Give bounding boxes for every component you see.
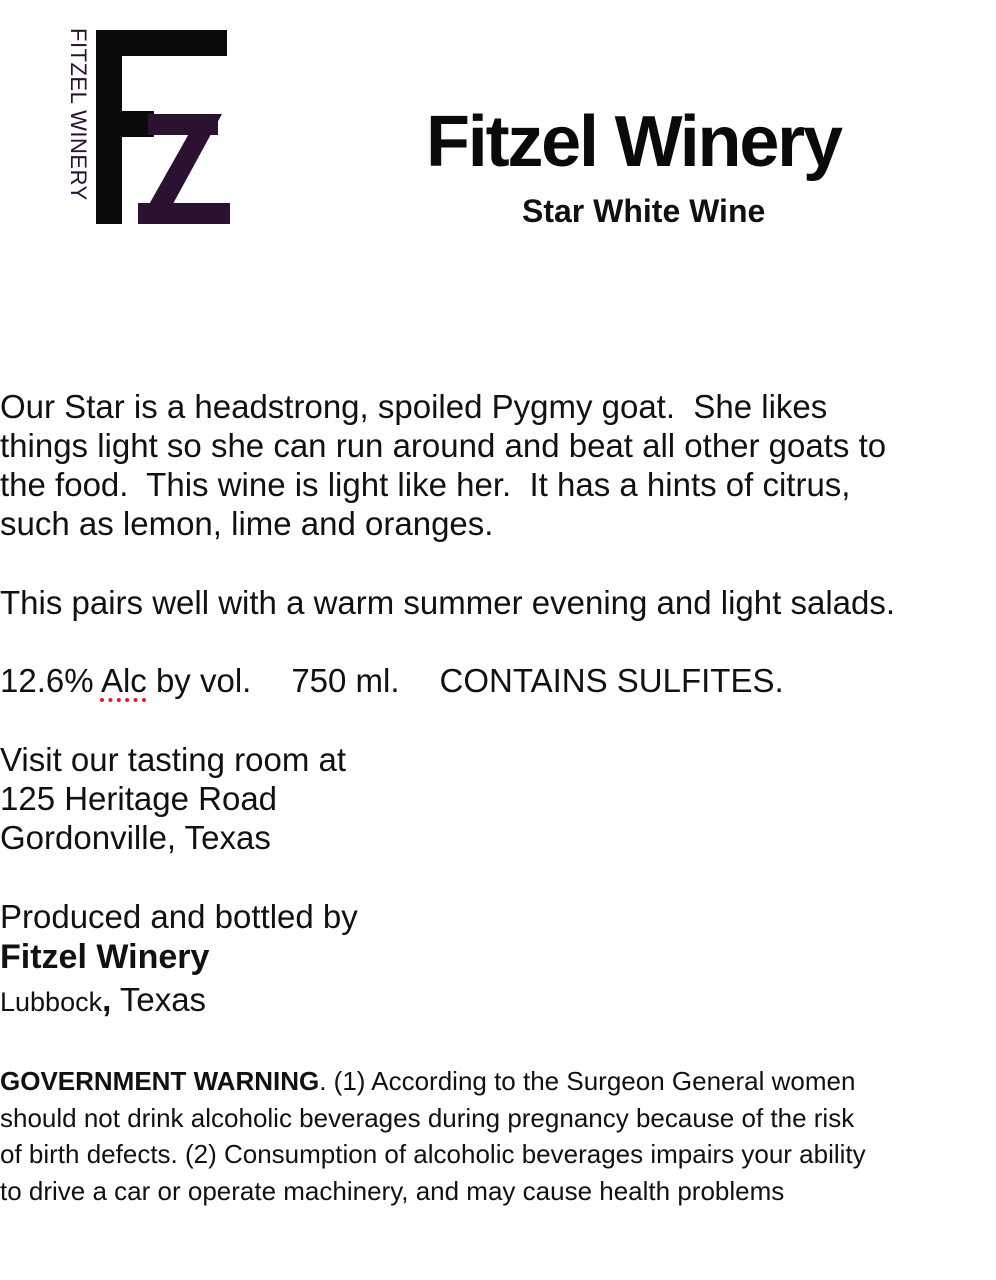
description-line: such as lemon, lime and oranges. (0, 505, 494, 542)
abv-suffix: by vol. (155, 662, 252, 699)
description-line: the food. This wine is light like her. It has a hints of citrus, (0, 466, 851, 503)
pairing-text: This pairs well with a warm summer evening and light salads. (0, 584, 896, 621)
z-bottom-stroke (138, 203, 230, 224)
warning-line: should not drink alcoholic beverages during pregnancy because of the risk (0, 1102, 855, 1133)
description-line: things light so she can run around and beat all other goats to (0, 427, 887, 464)
visit-line: Visit our tasting room at (0, 741, 347, 778)
warning-heading: GOVERNMENT WARNING (0, 1066, 320, 1096)
producer-comma: , (102, 981, 112, 1018)
address-street: 125 Heritage Road (0, 780, 278, 817)
producer-name: Fitzel Winery (0, 938, 210, 976)
government-warning (0, 1063, 996, 1209)
abv-value: 12.6% (0, 662, 94, 699)
f-top-bar (96, 30, 227, 56)
address-city: Gordonville, Texas (0, 819, 271, 856)
warning-line: to drive a car or operate machinery, and may cause health problems (0, 1175, 785, 1206)
brand-title: Fitzel Winery (426, 102, 841, 182)
producer-intro: Produced and bottled by (0, 898, 358, 935)
warning-line: of birth defects. (2) Consumption of alcoholic beverages impairs your ability (0, 1139, 866, 1169)
pairing-note (0, 583, 996, 622)
warning-first-line: . (1) According to the Surgeon General women (319, 1066, 856, 1096)
producer-state: Texas (111, 981, 207, 1018)
sulfites-notice: CONTAINS SULFITES. (439, 662, 784, 699)
wine-facts (0, 661, 996, 700)
winery-logo (60, 28, 232, 228)
wine-description (0, 387, 996, 543)
producer-city: Lubbock (0, 987, 103, 1017)
warning-line (0, 1063, 996, 1100)
volume: 750 ml. (291, 662, 400, 699)
abv-abbr: Alc (100, 662, 147, 699)
f-middle-bar (96, 111, 154, 137)
tasting-room-info (0, 740, 996, 857)
producer-info (0, 897, 996, 1024)
producer-location (0, 978, 996, 1024)
logo-vertical-text: FITZEL WINERY (66, 28, 91, 201)
description-line: Our Star is a headstrong, spoiled Pygmy goat. She likes (0, 388, 828, 425)
abv-statement (0, 661, 251, 700)
wine-name: Star White Wine (522, 193, 766, 229)
fz-monogram-icon (96, 30, 230, 224)
